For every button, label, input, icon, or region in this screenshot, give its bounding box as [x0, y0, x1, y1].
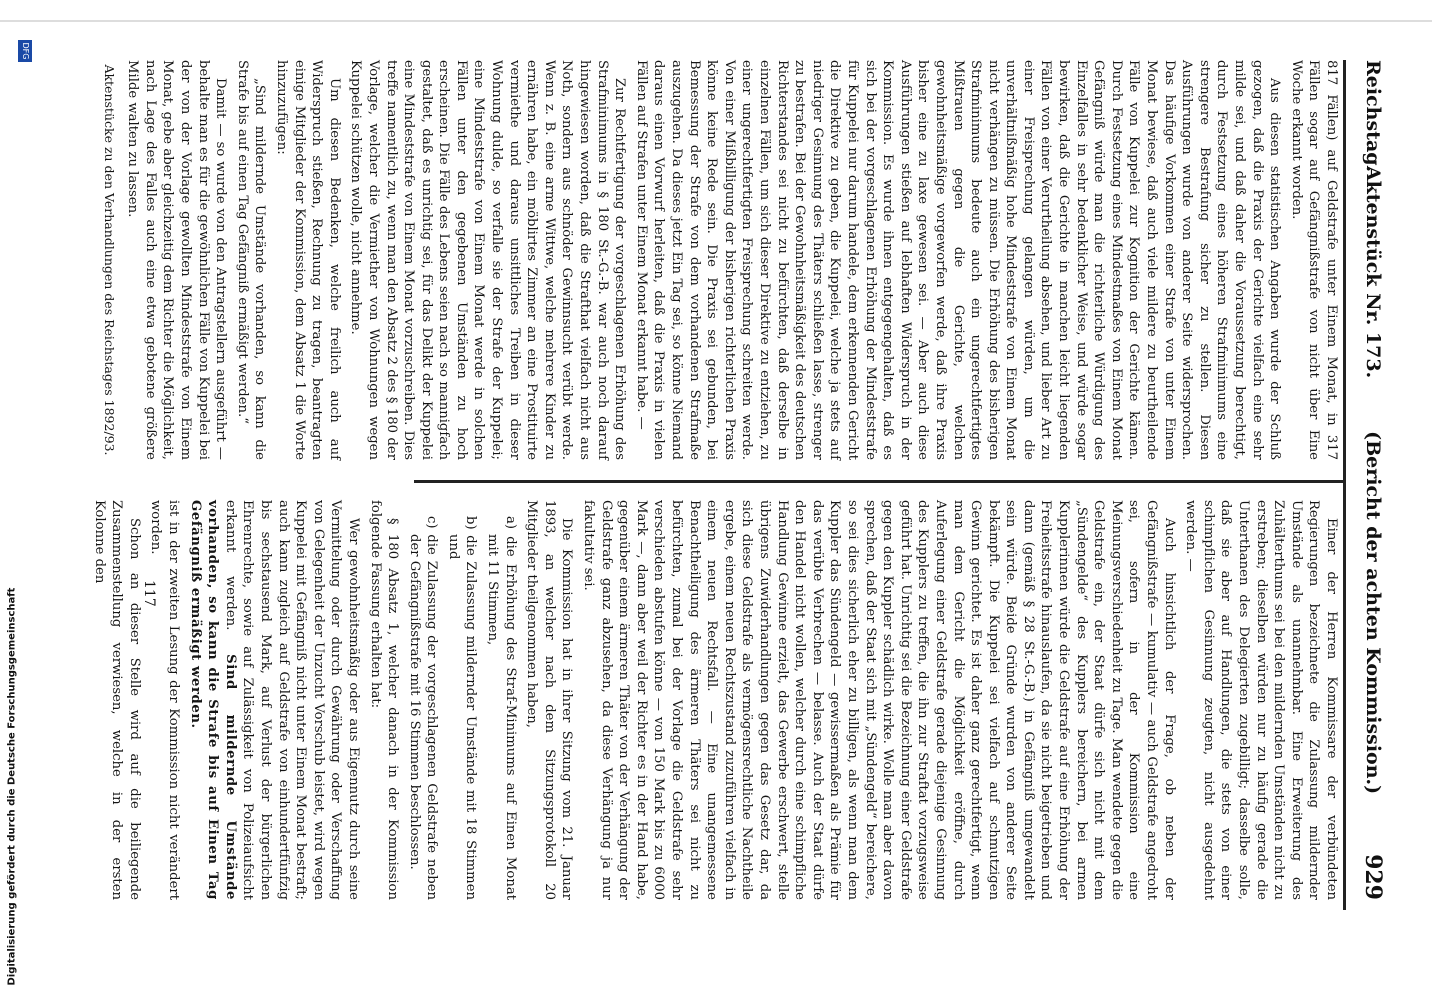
paragraph: Einer der Herren Kommissare der verbündeten Regierungen bezeichnete die Zulassung mildernder Umstände als unannehmbar. Eine Erweiterung des Zuhälterthums sei bei den mildernden Umständen nicht zu erstreben; dieselben würden nur zu häufig gerade die Unterthanen des Delegierten zugebilligt; dasselbe solle, daß sie aber auf Handlungen, die stets von einer schimpflichen Gesinnung zeugten, nicht ausgedehnt werden. — — [1183, 500, 1339, 900]
dfg-logo: DFG — [18, 40, 32, 62]
scan-edge — [0, 20, 1432, 22]
column-divider — [414, 480, 1344, 483]
paragraph: § 180 Absatz 1, welcher danach in der Kommission folgende Fassung erhalten hat: — [367, 500, 401, 900]
paragraph: 817 Fällen) auf Geldstrafe unter Einem Monat, in 317 Fällen sogar auf Gefängnißstrafe von nicht über Eine Woche erkannt worden. — [1288, 60, 1339, 460]
paragraph: Aus diesen statistischen Angaben wurde der Schluß gezogen, daß die Praxis der Gerichte vielfach eine sehr milde sei, und daß daher die Voraussetzung berechtigt, durch Festsetzung eines höheren Strafminimums eine strengere Bestrafung sicher zu stellen. Diesen Ausführungen wurde von anderer Seite widersprochen. Das häufige Vorkommen einer Strafe von unter Einem Monat bewiese, daß auch viele mildere zu beurtheilende Fälle von Kuppelei zur Kognition der Gerichte kämen. Durch Festsetzung eines Mindestmaßes von Einem Monat Gefängniß würde man die richterliche Würdigung des Einzelfalles in sehr bedenklicher Weise, und würde sogar bewirken, daß die Gerichte in manchen leicht liegenden Fällen von einer Verurtheilung absehen, und lieber Art zu einer Freisprechung gelangen würden, um die unverhältnißmäßig hohe Mindeststrafe von Einem Monat nicht verhängen zu müssen. Die Erhöhung des bisherigen Strafminimums bedeute auch ein ungerechtfertigtes Mißtrauen gegen die Gerichte, welchen gewohnheitsmäßige vorgeworfen werde, daß ihre Praxis bisher eine zu laxe gewesen sei. — Aber auch diese Ausführungen stießen auf lebhaften Widerspruch in der Kommission. Es wurde ihnen entgegengehalten, daß es sich bei der vorgeschlagenen Erhöhung der Mindeststrafe für Kuppelei nur darum handele, dem erkennenden Gericht die Direktive zu geben, die Kuppelei, welche ja stets auf niedriger Gesinnung des Thäters schließen lasse, strenger zu bestrafen. Bei der Gewohnheitsmäßigkeit des deutschen Richterstandes sei nicht zu befürchten, daß derselbe in einzelnen Fällen, um sich dieser Direktive zu entziehen, zu einer ungerechtfertigten Freisprechung schreiten werde. Von einer Mißbilligung der bisherigen richterlichen Praxis könne keine Rede sein. Die Praxis sei gebunden, bei Bemessung der Strafe von dem vorhandenen Strafmaße auszugehen. Da dieses jetzt Ein Tag sei, so könne Niemand daraus einen Vorwurf herleiten, daß die Praxis in vielen Fällen auf Strafen unter Einem Monat erkannt habe. — — [633, 60, 1283, 460]
header-document-number: Aktenstück Nr. 173. — [1362, 165, 1384, 379]
list-marker: a) — [502, 516, 518, 530]
column-left — [88, 60, 1340, 460]
list-marker: b) — [463, 516, 479, 530]
paragraph: Um diesen Bedenken, welche freilich auch auf Widerspruch stießen, Rechnung zu tragen, beantragten einige Mitglieder der Kommission, dem Absatz 1 die Worte hinzuzufügen: — [273, 60, 342, 460]
header-page-number: 929 — [1360, 854, 1386, 900]
list-text: die Erhöhung des Straf-Minimums auf Einen Monat mit 11 Stimmen, — [485, 534, 518, 900]
page-header — [1350, 60, 1392, 900]
list-text: die Zulassung mildernder Umstände mit 18 Stimmen und — [445, 534, 479, 900]
header-title — [1362, 60, 1384, 900]
page-number: 117 — [141, 580, 157, 607]
statute-emphasis: Sind mildernde Umstände vorhanden, so kann die Strafe bis auf Einen Tag Gefängniß ermäßigt werden. — [187, 500, 238, 900]
paragraph: Schon an dieser Stelle wird auf die beiliegende Zusammenstellung verwiesen, welche in der ersten Kolonne den — [91, 500, 142, 900]
paragraph: Zur Rechtfertigung der vorgeschlagenen Erhöhung des Strafminimums in § 180 St.-G.-B. war auch noch darauf hingewiesen worden, daß die Strafthat vielfach nicht aus Noth, sondern aus schnöder Gewinnsucht verübt werde. Wenn z. B. eine arme Wittwe, welche mehrere Kinder zu ernähren habe, ein möblirtes Zimmer an eine Prostituirte vermiethe und daraus unsittliches Treiben in dieser Wohnung dulde, so verfalle sie der Strafe der Kuppelei; eine Mindeststrafe von Einem Monat werde in solchen Fällen unter den gegebenen Umständen zu hoch erscheinen. Die Fälle des Lebens seien nach so mannigfach gestaltet, daß es unrichtig sei, für das Delikt der Kuppelei eine Mindeststrafe von Einem Monat vorzuschreiben. Dies treffe namentlich zu, wenn man den Absatz 2 des § 180 der Vorlage, welcher die Vermiether von Wohnungen wegen Kuppelei schützen wolle, nicht annehme. — [348, 60, 628, 460]
list-item — [484, 500, 519, 900]
paragraph: Die Kommission hat in ihrer Sitzung vom 21. Januar 1893, an welcher nach dem Sitzungsprotokoll 20 Mitglieder theilgenommen haben, — [524, 500, 575, 900]
paragraph: Auch hinsichtlich der Frage, ob neben der Gefängnißstrafe — kumulativ — auch Geldstrafe angedroht sei, sofern in der Kommission eine Meinungsverschiedenheit zu Tage. Man wendete gegen die Geldstrafe ein, der Staat dürfe sich nicht mit dem „Sündengelde“ des Kupplers bereichern, bei armen Kupplerinnen würde die Geldstrafe auf eine Erhöhung der Freiheitsstrafe hinauslaufen, da sie nicht beigetrieben und dann (gemäß § 28 St.-G.-B.) in Gefängniß umgewandelt sein würde. Beide Gründe wurden von anderer Seite bekämpft. Die Kuppelei sei vielfach auf schmutzigen Gewinn gerichtet. Es ist daher ganz gerechtfertigt, wenn man dem Gericht die Möglichkeit eröffne, durch Auferlegung einer Geldstrafe gerade diejenige Gesinnung des Kupplers zu treffen, die ihn zur Straftat vorzugsweise geführt hat. Unrichtig sei die Bezeichnung einer Geldstrafe gegen den Kuppler schädlich wirke. Wolle man aber davon sprechen, daß der Staat sich mit „Sündengeld“ bereichere, so sei dies sicherlich eher zu billigen, als wenn man dem Kuppler das Sündengeld — gewissermaßen als Prämie für das verübte Verbrechen — belasse. Auch der Staat dürfe den Handel nicht wollen, welcher durch eine schimpfliche Handlung Gewinne erzielt, das Gewerbe erschwert, stelle übrigens Zuwiderhandlungen gegen das Gesetz dar, da sich diese Geldstrafe als vermögensrechtliche Nachtheile ergebe, einem neuen Rechtszustand zuzuführen vielfach in einem neuen Rechtsfall. — Eine unangemessene Benachtheiligung des ärmeren Thäters sei nicht zu befürchten, zumal bei der Vorlage die Geldstrafe sehr verschieden abstufen könne — von 150 Mark bis zu 6000 Mark —, dann aber weil der Richter es in der Hand habe, gegenüber einem ärmeren Thäter von der Verhängung der Geldstrafe ganz abzusehen, da diese Verhängung ja nur fakultativ sei. — [581, 500, 1177, 900]
list-marker: c) — [424, 516, 440, 529]
header-rule — [1343, 60, 1346, 910]
column-right — [86, 500, 1340, 900]
list-text: die Zulassung der vorgeschlagenen Geldstrafe neben der Gefängnißstrafe mit 16 Stimmen beschlossen. — [406, 534, 440, 900]
statute-body: Wer gewohnheitsmäßig oder aus Eigennutz durch seine Vermittelung oder durch Gewährung oder Verschaffung von Gelegenheit der Unzucht Vorschub leistet, wird wegen Kuppelei mit Gefängniß nicht unter Einem Monat bestraft; auch kann zugleich auf Geldstrafe von einhundertfünfzig bis sechstausend Mark, auf Verlust der bürgerlichen Ehrenrechte, sowie auf Zulässigkeit von Polizeiaufsicht erkannt werden. — [222, 500, 361, 900]
list-item — [444, 500, 479, 900]
footer-note: Aktenstücke zu den Verhandlungen des Reichstages 1892/93. — [101, 64, 117, 456]
paragraph: ist in der zweiten Lesung der Kommission nicht verändert worden. — [148, 500, 181, 900]
paragraph: Damit — so wurde von den Antragstellern ausgeführt — behalte man es für die gewöhnlichen Fälle von Kuppelei bei der von der Vorlage gewollten Mindeststrafe von Einem Monat, gebe aber gleichzeitig dem Richter die Möglichkeit, nach Lage des Falles auch eine etwa gebotene größere Milde walten zu lassen. — [125, 60, 229, 460]
quotation: „Sind mildernde Umstände vorhanden, so kann die Strafe bis auf einen Tag Gefängniß ermäßigt werden.“ — [234, 60, 268, 460]
list-item — [405, 500, 440, 900]
header-left: Reichstag. — [1362, 60, 1384, 173]
colophon-text: Digitalisierung gefördert durch die Deutsche Forschungsgemeinschaft — [6, 587, 18, 986]
statute-text — [186, 500, 362, 900]
header-subtitle: (Bericht der achten Kommission.) — [1362, 431, 1384, 795]
colophon — [2, 587, 18, 990]
